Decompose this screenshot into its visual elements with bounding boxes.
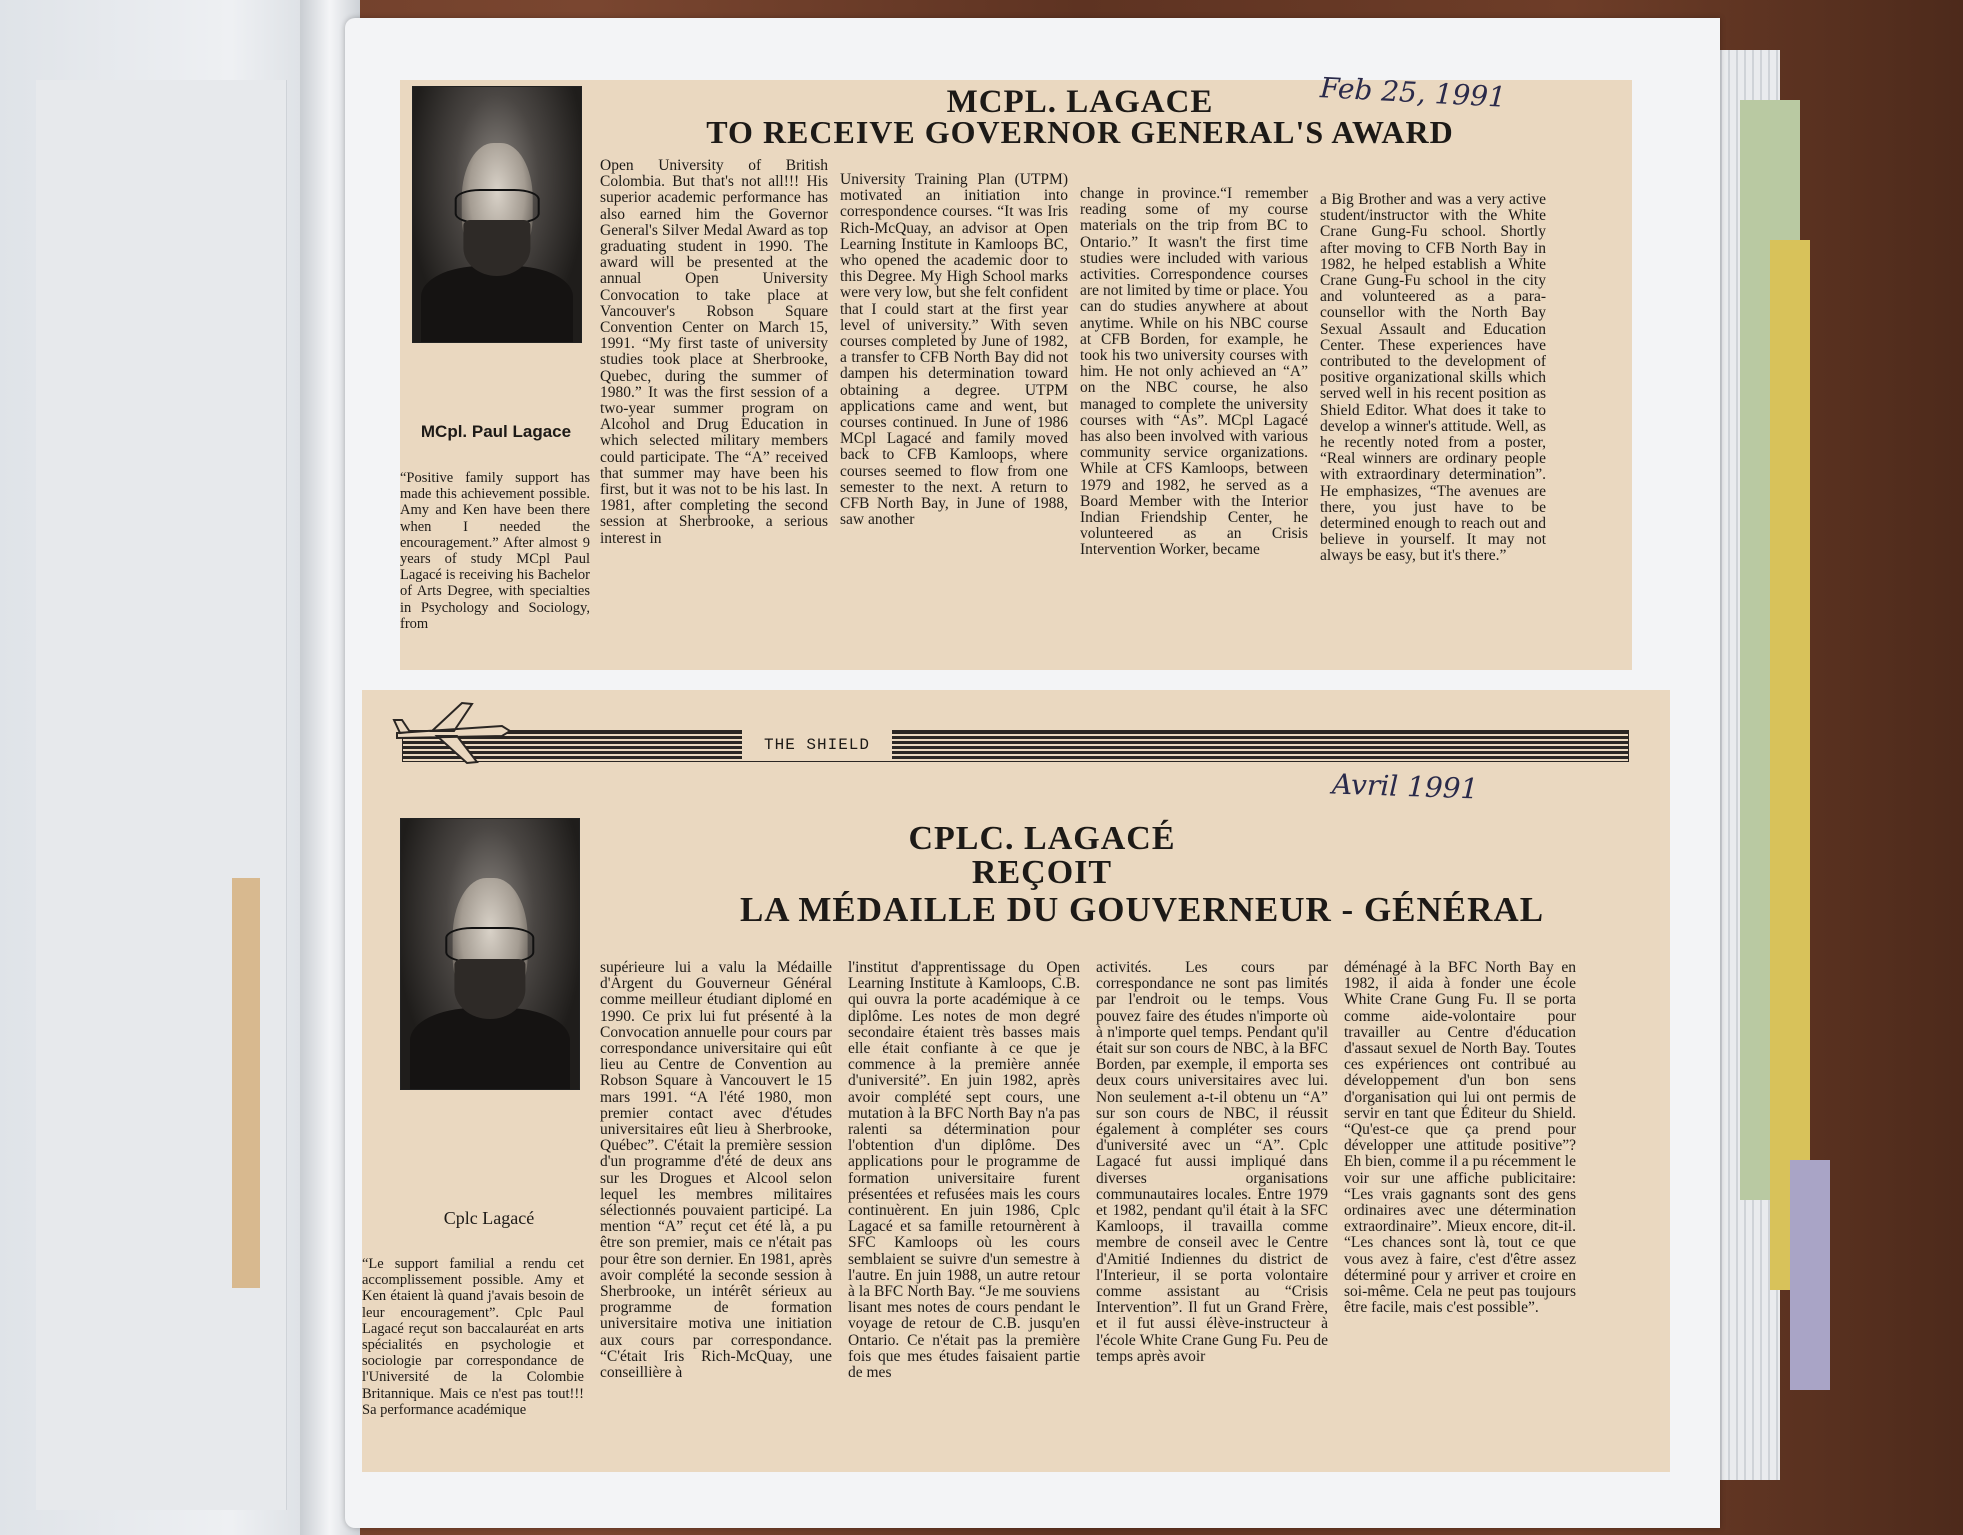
intro-column: “Positive family support has made this achievement possible. Amy and Ken have been there when I needed the encouragement.” After almost 9 years of study MCpl Paul Lagacé is receiving his Bachelor of Arts Degree, with specialties in Psychology and Sociology, from: [400, 470, 590, 632]
left-album-page: [0, 0, 330, 1535]
article-column-2: University Training Plan (UTPM) motivated an initiation into correspondence courses. “It was Iris Rich-McQuay, an advisor at Open Learning Institute in Kamloops BC, who opened the academic door to this Degree. My High School marks were very low, but she felt confident that I could start at the first year level of university.” With seven courses completed by June of 1982, a transfer to CFB North Bay did not dampen his determination toward obtaining a degree. UTPM applications came and went, but courses continued. In June of 1986 MCpl Lagacé and family moved back to CFB Kamloops, where courses seemed to flow from one semester to the next. A return to CFB North Bay, in June of 1988, saw another: [840, 172, 1068, 529]
headline-line-2: TO RECEIVE GOVERNOR GENERAL'S AWARD: [706, 114, 1454, 150]
album-cover-yellow: [1770, 240, 1810, 1290]
index-tab: [232, 878, 260, 1288]
article-column-2: l'institut d'apprentissage du Open Learning Institute à Kamloops, C.B. qui ouvra la porte académique à ce diplôme. Les notes de mon degré secondaire étaient très basses mais elle était confiante à ce que je commence à la première année d'université”. En juin 1982, après avoir complété sept cours, une mutation à la BFC North Bay n'a pas ralenti sa détermination pour l'obtention d'un diplôme. Des applications pour le programme de formation universitaire furent présentées et refusées mais les cours continuèrent. En juin 1986, Cplc Lagacé et sa famille retournèrent à SFC Kamloops où les cours semblaient se suivre d'un semestre à l'autre. En juin 1988, un autre retour à la BFC North Bay. “Je me souviens lisant mes notes de cours pendant le voyage de retour de C.B. jusqu'en Ontario. Ce n'était pas la première fois que mes études faisaient partie de mes: [848, 960, 1080, 1382]
headline-line-2: REÇOIT: [971, 854, 1113, 891]
photo-caption: MCpl. Paul Lagace: [420, 422, 572, 441]
handwritten-date: Avril 1991: [1331, 767, 1479, 806]
album-cover-lilac: [1790, 1160, 1830, 1390]
article-column-3: activités. Les cours par correspondance ne sont pas limités par l'endroit ou le temps. Vous pouvez faire des études n'importe où à n'importe quel temps. Pendant qu'il était sur son cours de NBC, à la BFC Borden, par exemple, il emporta ses deux cours universitaires avec lui. Non seulement a-t-il obtenu un “A” sur son cours de NBC, il réussit également à compléter ses cours d'université avec un “A”. Cplc Lagacé fut aussi impliqué dans diverses organisations communautaires locales. Entre 1979 et 1982, pendant qu'il était à la SFC Kamloops, il travailla comme membre de conseil avec le Centre d'Amitié Indiennes du district de l'Interieur, il se porta volontaire comme assistant au “Crisis Intervention”. Il fut un Grand Frère, et il fut aussi élève-instructeur à l'école White Crane Gung Fu. Peu de temps après avoir: [1096, 960, 1328, 1365]
article-column-4: déménagé à la BFC North Bay en 1982, il aida à fonder une école White Crane Gung Fu. Il se porta comme aide-volontaire pour travailler au Centre d'éducation d'assaut sexuel de North Bay. Toutes ces expériences ont contribué au développement d'un bon sens d'organisation qui lui ont permis de servir en tant que Éditeur du Shield. “Qu'est-ce que ça prend pour développer une attitude positive”? Eh bien, comme il a pu récemment le voir sur une affiche publicitaire: “Les vrais gagnants sont des gens ordinaires avec une détermination extraordinaire”. Mieux encore, dit-il. “Les chances sont là, tout ce que vous avez à faire, c'est d'être assez déterminé pour y arriver et croire en soi-même. Cela ne peut pas toujours être facile, mais c'est possible”.: [1344, 960, 1576, 1317]
handwritten-date: Feb 25, 1991: [1319, 71, 1507, 114]
article-column-3: change in province.“I remember reading some of my course materials on the trip from BC to Ontario.” It wasn't the first time studies were included with various activities. Correspondence courses are not limited by time or place. You can do studies anywhere at about anytime. While on his NBC course at CFB Borden, for example, he took his two university courses with him. He not only achieved an “A” on the NBC course, he also managed to complete the university courses with “As”. MCpl Lagacé has also been involved with various community service organizations. While at CFS Kamloops, between 1979 and 1982, he served as a Board Member with the Interior Indian Friendship Center, he volunteered as an Crisis Intervention Worker, became: [1080, 186, 1308, 559]
uniform: [421, 266, 572, 343]
english-newspaper-clipping: [400, 71, 1632, 670]
banner-label: THE SHIELD: [742, 730, 892, 760]
newspaper-banner: [402, 730, 1629, 762]
beard: [463, 220, 530, 276]
article-column-1: supérieure lui a valu la Médaille d'Argent du Gouverneur Général comme meilleur étudiant diplomé en 1990. Ce prix lui fut présenté à la Convocation annuelle pour cours par correspondance universitaire qui eût lieu au Centre de Convention au Robson Square à Vancouvert le 15 mars 1991. “A l'été 1980, mon premier contact avec d'études universitaires eût lieu à Sherbrooke, Québec”. C'était la première session d'un programme d'été de deux ans sur les Drogues et Alcool selon lequel les membres militaires sélectionnés pouvaient participé. La mention “A” reçut cet été là, a pu être son premier, mais ce n'était pas pour être son dernier. En 1981, après avoir complété la seconde session à Sherbrooke, un intérêt sérieux au programme de formation universitaire motiva une initiation aux cours par correspondance. “C'était Iris Rich-McQuay, une conseillière à: [600, 960, 832, 1382]
airplane-icon: [392, 698, 512, 768]
headline-line-3: LA MÉDAILLE DU GOUVERNEUR - GÉNÉRAL: [739, 890, 1545, 929]
headline-line-1: MCPL. LAGACE: [946, 84, 1214, 120]
photo-caption: Cplc Lagacé: [443, 1208, 535, 1228]
french-newspaper-clipping: [362, 690, 1670, 1472]
portrait-photo: [400, 818, 580, 1090]
left-page-sleeve: [36, 80, 287, 1510]
glasses: [445, 927, 534, 963]
glasses: [455, 189, 540, 224]
article-column-1: Open University of British Colombia. But that's not all!!! His superior academic performance has also earned him the Governor General's Silver Medal Award as top graduating student in 1990. The award will be presented at the annual Open University Convocation to take place at Vancouver's Robson Square Convention Center on March 15, 1991. “My first taste of university studies took place at Sherbrooke, Quebec, during the summer of 1980.” It was the first session of a two-year summer program on Alcohol and Drug Education in which selected military members could participate. The “A” received that summer may have been his first, but it was not to be his last. In 1981, after completing the second session at Sherbrooke, a serious interest in: [600, 158, 828, 547]
uniform: [410, 1008, 570, 1089]
article-column-4: a Big Brother and was a very active student/instructor with the White Crane Gung-Fu school. Shortly after moving to CFB North Bay in 1982, he helped establish a White Crane Gung-Fu school in the city and volunteered as a para-counsellor with the North Bay Sexual Assault and Education Center. These experiences have contributed to the development of positive organizational skills which served well in his recent position as Shield Editor. What does it take to develop a winner's attitude. Well, as he recently noted from a poster, “Real winners are ordinary people with extraordinary determination”. He emphasizes, “The avenues are there, you just have to be determined enough to reach out and believe in yourself. It may not always be easy, but it's there.”: [1320, 192, 1546, 565]
headline-line-1: CPLC. LAGACÉ: [908, 820, 1176, 857]
intro-column: “Le support familial a rendu cet accomplissement possible. Amy et Ken étaient là quand j'avais besoin de leur encouragement”. Cplc Paul Lagacé reçut son baccalauréat en arts spécialités en psychologie et sociologie par correspondance de l'Université de la Colombie Britannique. Mais ce n'est pas tout!!! Sa performance académique: [362, 1256, 584, 1418]
